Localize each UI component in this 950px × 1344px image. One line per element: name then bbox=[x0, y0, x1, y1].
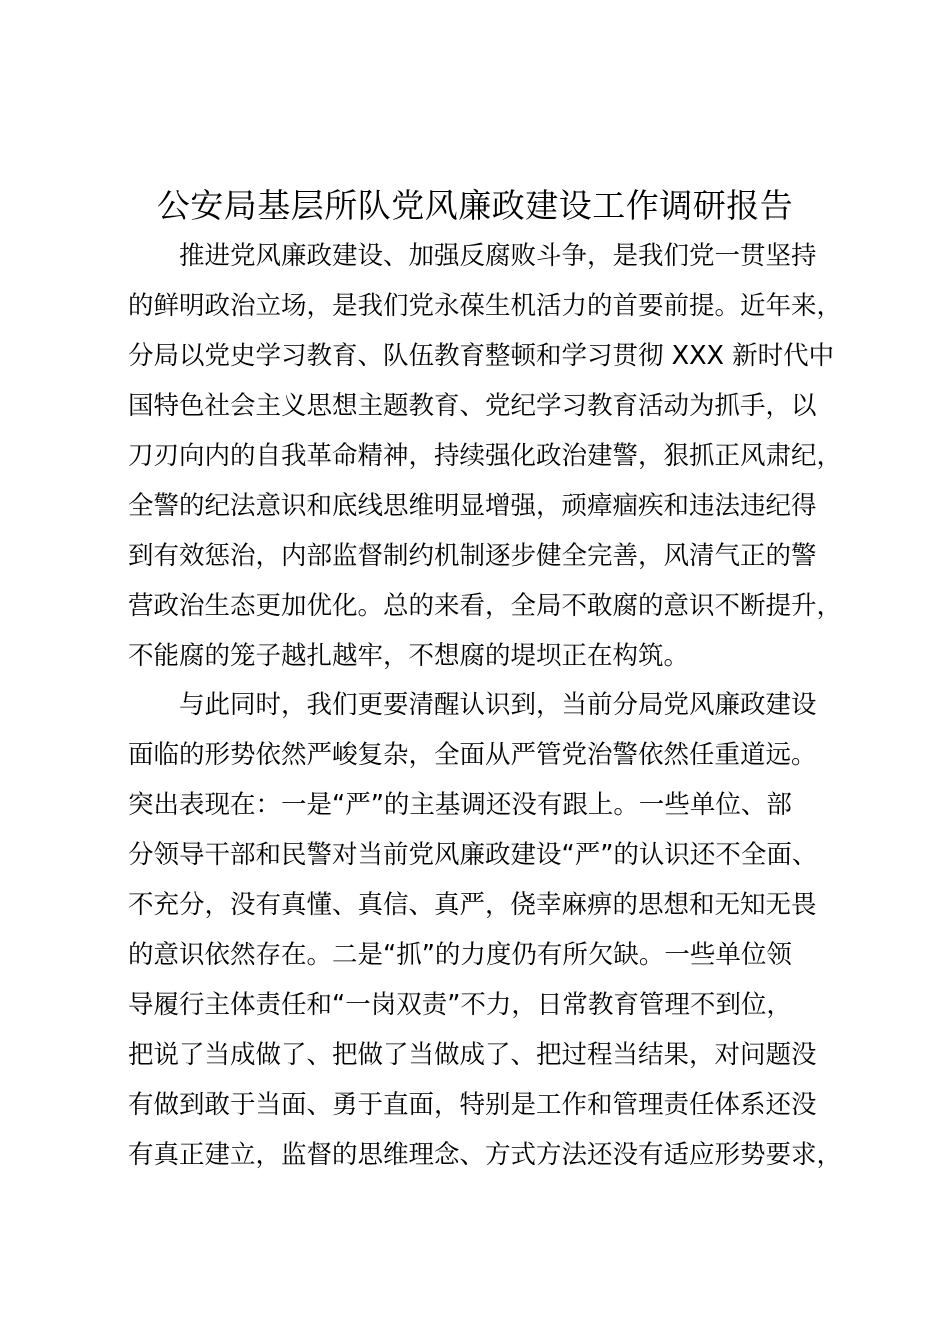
paragraph-line: 不充分，没有真懂、真信、真严，侥幸麻痹的思想和无知无畏 bbox=[128, 890, 817, 920]
paragraph-line: 有做到敢于当面、勇于直面，特别是工作和管理责任体系还没 bbox=[128, 1090, 817, 1120]
paragraph-line: 的意识依然存在。二是“抓”的力度仍有所欠缺。一些单位领 bbox=[128, 940, 792, 970]
paragraph-line: 把说了当成做了、把做了当做成了、把过程当结果，对问题没 bbox=[128, 1040, 817, 1070]
paragraph-line: 推进党风廉政建设、加强反腐败斗争，是我们党一贯坚持 bbox=[128, 241, 817, 271]
paragraph-line: 的鲜明政治立场，是我们党永葆生机活力的首要前提。近年来， bbox=[128, 291, 843, 321]
paragraph-line: 突出表现在：一是“严”的主基调还没有跟上。一些单位、部 bbox=[128, 790, 792, 820]
paragraph-line: 全警的纪法意识和底线思维明显增强，顽瘴痼疾和违法违纪得 bbox=[128, 491, 817, 521]
paragraph-1 bbox=[128, 231, 856, 681]
paragraph-line: 面临的形势依然严峻复杂，全面从严管党治警依然任重道远。 bbox=[128, 740, 817, 770]
paragraph-line: 有真正建立，监督的思维理念、方式方法还没有适应形势要求， bbox=[128, 1140, 843, 1170]
paragraph-line: 刀刃向内的自我革命精神，持续强化政治建警，狠抓正风肃纪， bbox=[128, 441, 843, 471]
paragraph-2 bbox=[128, 680, 856, 1180]
paragraph-line: 不能腐的笼子越扎越牢，不想腐的堤坝正在构筑。 bbox=[128, 641, 690, 671]
paragraph-line: 导履行主体责任和“一岗双责”不力，日常教育管理不到位， bbox=[128, 990, 792, 1020]
paragraph-line: 国特色社会主义思想主题教育、党纪学习教育活动为抓手，以 bbox=[128, 391, 817, 421]
paragraph-line: 营政治生态更加优化。总的来看，全局不敢腐的意识不断提升， bbox=[128, 591, 843, 621]
document-title: 公安局基层所队党风廉政建设工作调研报告 bbox=[156, 186, 794, 225]
paragraph-line: 分领导干部和民警对当前党风廉政建设“严”的认识还不全面、 bbox=[128, 840, 818, 870]
paragraph-line: 到有效惩治，内部监督制约机制逐步健全完善，风清气正的警 bbox=[128, 541, 817, 571]
paragraph-line: 分局以党史学习教育、队伍教育整顿和学习贯彻 XXX 新时代中 bbox=[128, 341, 835, 371]
paragraph-line: 与此同时，我们更要清醒认识到，当前分局党风廉政建设 bbox=[128, 690, 817, 720]
